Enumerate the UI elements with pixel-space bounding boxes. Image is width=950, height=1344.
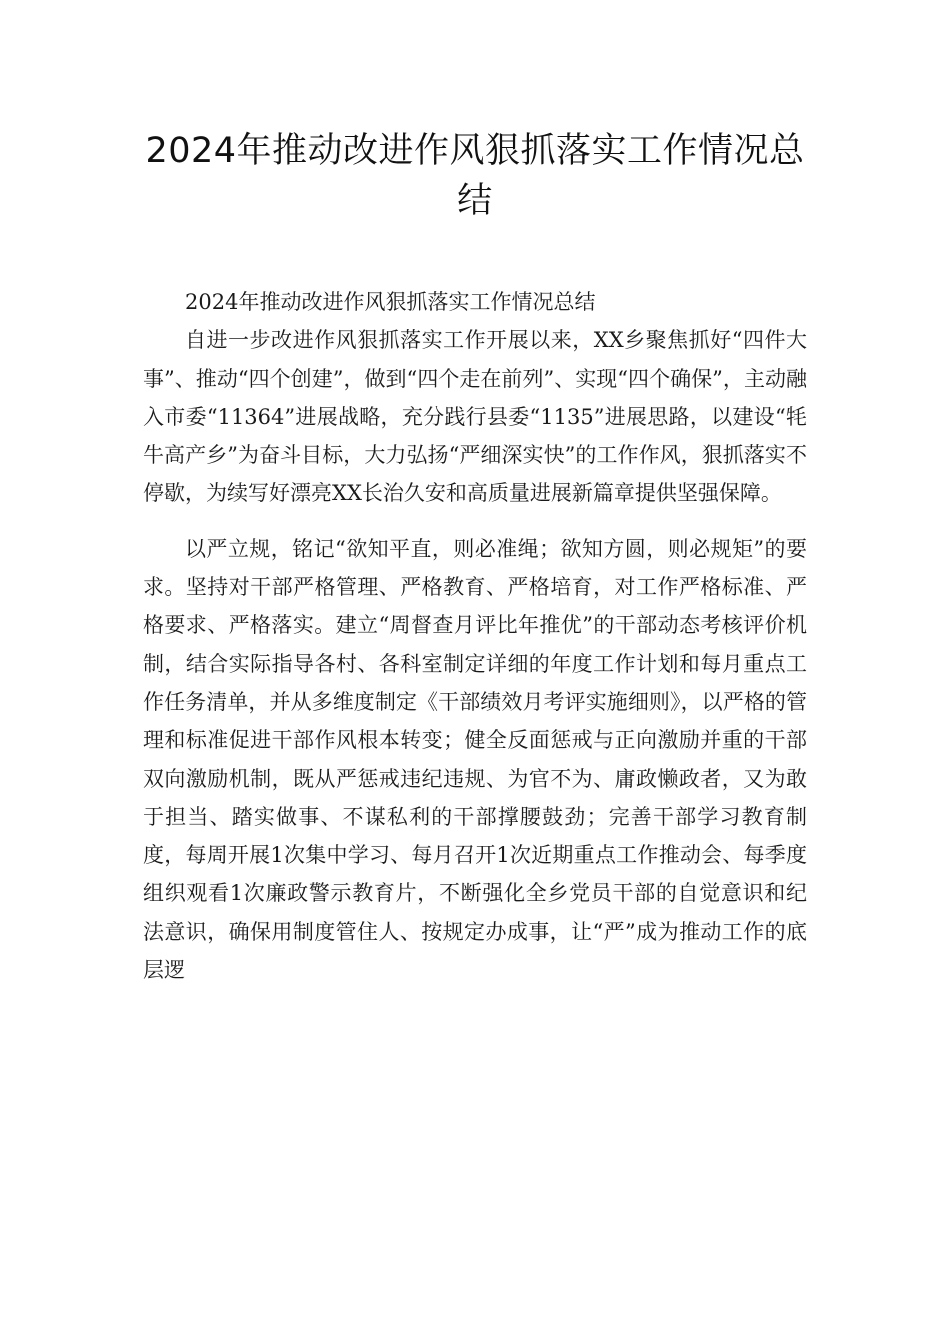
paragraph-strict-rules: 以严立规，铭记“欲知平直，则必准绳；欲知方圆，则必规矩”的要求。坚持对干部严格管理、严格教育、严格培育，对工作严格标准、严格要求、严格落实。建立“周督查月评比年推优”的干部动态考核评价机制，结合实际指导各村、各科室制定详细的年度工作计划和每月重点工作任务清单，并从多维度制定《干部绩效月考评实施细则》，以严格的管理和标准促进干部作风根本转变；健全反面惩戒与正向激励并重的干部双向激励机制，既从严惩戒违纪违规、为官不为、庸政懒政者，又为敢于担当、踏实做事、不谋私利的干部撑腰鼓劲；完善干部学习教育制度，每周开展1次集中学习、每月召开1次近期重点工作推动会、每季度组织观看1次廉政警示教育片，不断强化全乡党员干部的自觉意识和纪法意识，确保用制度管住人、按规定办成事，让“严”成为推动工作的底层逻 (143, 536, 807, 983)
paragraph-subtitle: 2024年推动改进作风狠抓落实工作情况总结 (185, 290, 596, 314)
document-body (143, 283, 807, 989)
document-title: 2024年推动改进作风狠抓落实工作情况总结 (145, 131, 805, 221)
paragraph-intro: 自进一步改进作风狠抓落实工作开展以来，XX乡聚焦抓好“四件大事”、推动“四个创建”，做到“四个走在前列”、实现“四个确保”，主动融入市委“11364”进展战略，充分践行县委“1135”进展思路，以建设“牦牛高产乡”为奋斗目标，大力弘扬“严细深实快”的工作作风，狠抓落实不停歇，为续写好漂亮XX长治久安和高质量进展新篇章提供坚强保障。 (143, 328, 807, 506)
